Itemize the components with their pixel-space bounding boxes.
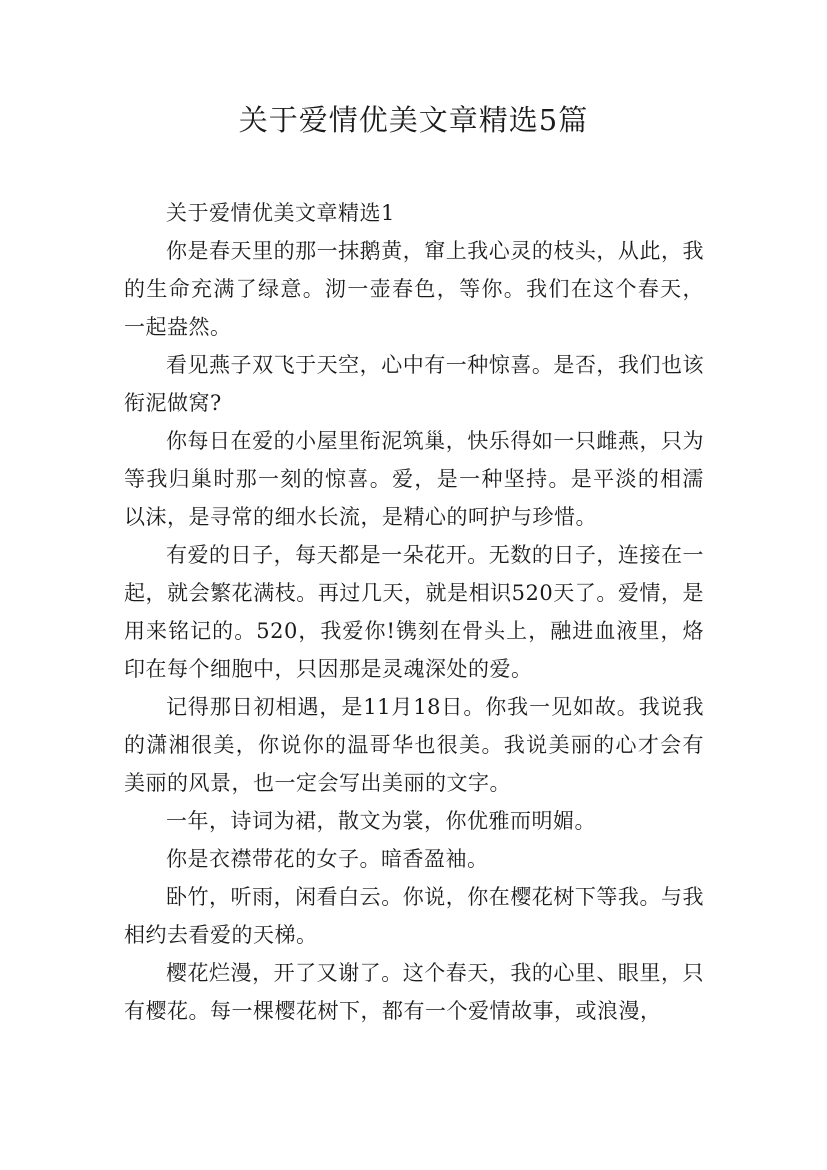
paragraph-7: 你是衣襟带花的女子。暗香盈袖。 [166,847,489,871]
section-heading: 关于爱情优美文章精选1 [166,201,395,225]
paragraph-8: 卧竹，听雨，闲看白云。你说，你在樱花树下等我。与我相约去看爱的天梯。 [124,885,704,947]
paragraph-3: 你每日在爱的小屋里衔泥筑巢，快乐得如一只雌燕，只为等我归巢时那一刻的惊喜。爱，是一种坚持。是平淡的相濡以沫，是寻常的细水长流，是精心的呵护与珍惜。 [124,429,704,529]
document-title: 关于爱情优美文章精选5篇 [238,103,589,137]
paragraph-2: 看见燕子双飞于天空，心中有一种惊喜。是否，我们也该衔泥做窝? [124,353,704,415]
paragraph-9: 樱花烂漫，开了又谢了。这个春天，我的心里、眼里，只有樱花。每一棵樱花树下，都有一个爱情故事，或浪漫， [124,961,704,1023]
paragraph-4: 有爱的日子，每天都是一朵花开。无数的日子，连接在一起，就会繁花满枝。再过几天，就是相识520天了。爱情，是用来铭记的。520，我爱你!镌刻在骨头上，融进血液里，烙印在每个细胞中，只因那是灵魂深处的爱。 [124,543,704,681]
paragraph-1: 你是春天里的那一抹鹅黄，窜上我心灵的枝头，从此，我的生命充满了绿意。沏一壶春色，等你。我们在这个春天，一起盎然。 [124,239,704,339]
document-body [124,194,704,1030]
paragraph-6: 一年，诗词为裙，散文为裳，你优雅而明媚。 [166,809,596,833]
paragraph-5: 记得那日初相遇，是11月18日。你我一见如故。我说我的潇湘很美，你说你的温哥华也很美。我说美丽的心才会有美丽的风景，也一定会写出美丽的文字。 [124,695,704,795]
